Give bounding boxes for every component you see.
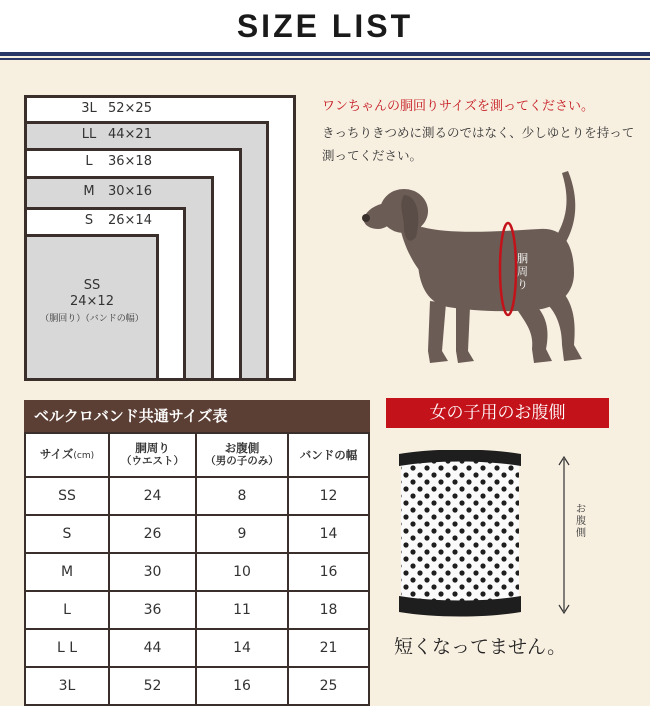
header-rule — [0, 52, 650, 56]
size-dims: 36×18 — [108, 154, 152, 169]
cell-waist: 26 — [109, 515, 196, 553]
table-header-row — [25, 433, 369, 477]
cell-waist: 24 — [109, 477, 196, 515]
cell-belly: 11 — [196, 591, 288, 629]
table-row — [25, 553, 369, 591]
cell-band: 18 — [288, 591, 369, 629]
header-rule-thin — [0, 58, 650, 60]
size-name: S — [84, 213, 94, 228]
short-caption: 短くなってません。 — [394, 636, 567, 658]
belly-band-illustration — [395, 450, 525, 620]
cell-size: L L — [25, 629, 109, 667]
table-row — [25, 629, 369, 667]
cell-size: 3L — [25, 667, 109, 705]
size-dims: 52×25 — [108, 101, 152, 116]
header-waist: 胴周り （ウエスト） — [109, 433, 196, 477]
cell-size: S — [25, 515, 109, 553]
cell-band: 14 — [288, 515, 369, 553]
table-row — [25, 667, 369, 705]
cell-belly: 9 — [196, 515, 288, 553]
size-dims: 30×16 — [108, 184, 152, 199]
cell-waist: 36 — [109, 591, 196, 629]
size-name: 3L — [81, 101, 97, 116]
size-label-ss — [27, 278, 157, 328]
cell-size: SS — [25, 477, 109, 515]
size-label-s — [70, 213, 152, 228]
table-row — [25, 515, 369, 553]
size-note: （胴回り）（バンドの幅） — [40, 314, 144, 324]
cell-band: 12 — [288, 477, 369, 515]
size-label-3l — [70, 101, 152, 116]
size-dims: 26×14 — [108, 213, 152, 228]
measure-body: きっちりきつめに測るのではなく、少しゆとりを持って測ってください。 — [322, 125, 635, 163]
cell-belly: 8 — [196, 477, 288, 515]
header — [0, 0, 650, 52]
belly-side-label: お腹側 — [576, 504, 586, 539]
cell-size: L — [25, 591, 109, 629]
size-name: SS — [83, 278, 101, 293]
table-title: ベルクロバンド共通サイズ表 — [24, 400, 370, 432]
header-belly: お腹側 （男の子のみ） — [196, 433, 288, 477]
measure-headline: ワンちゃんの胴回りサイズを測ってください。 — [322, 99, 594, 114]
dog-illustration — [360, 165, 630, 370]
cell-waist: 30 — [109, 553, 196, 591]
header-band-width: バンドの幅 — [288, 433, 369, 477]
size-label-l — [70, 154, 152, 169]
cell-size: M — [25, 553, 109, 591]
cell-belly: 14 — [196, 629, 288, 667]
size-dims: 24×12 — [70, 294, 114, 309]
table-row — [25, 591, 369, 629]
cell-band: 21 — [288, 629, 369, 667]
size-table — [24, 400, 370, 706]
girl-belly-label: 女の子用のお腹側 — [386, 398, 609, 428]
size-name: L — [85, 154, 93, 169]
size-label-ll — [70, 127, 152, 142]
size-label-m — [70, 184, 152, 199]
cell-belly: 16 — [196, 667, 288, 705]
size-name: LL — [81, 127, 97, 142]
size-dims: 44×21 — [108, 127, 152, 142]
belly-height-arrow — [556, 455, 572, 615]
cell-band: 16 — [288, 553, 369, 591]
table-row — [25, 477, 369, 515]
girth-label: 胴周り — [517, 252, 528, 291]
size-name: M — [83, 184, 95, 199]
size-table-grid — [24, 432, 370, 706]
cell-band: 25 — [288, 667, 369, 705]
cell-waist: 52 — [109, 667, 196, 705]
cell-belly: 10 — [196, 553, 288, 591]
header-size: サイズ(cm) — [25, 433, 109, 477]
cell-waist: 44 — [109, 629, 196, 667]
page-title: SIZE LIST — [236, 8, 414, 44]
